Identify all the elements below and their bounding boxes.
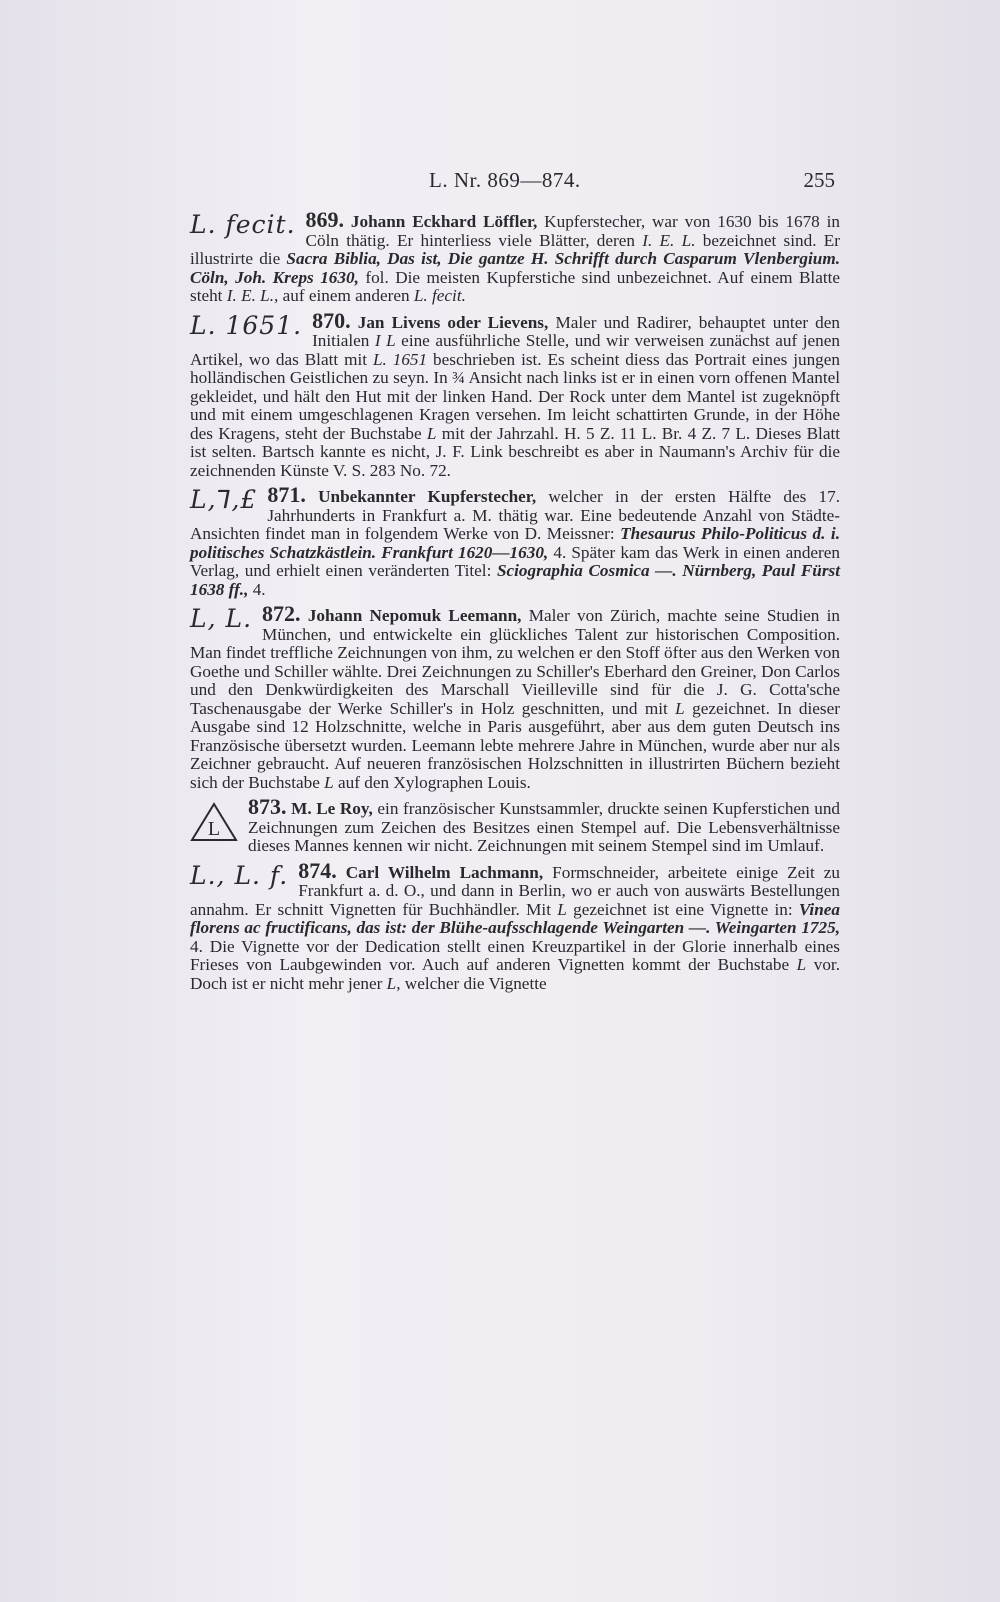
entry-869 [190, 207, 841, 306]
artist-name: M. Le Roy, [291, 799, 373, 818]
entry-text: bezeichnet sind. Er illustrirte die [190, 230, 841, 268]
page-header [190, 168, 835, 198]
entry-number: 873. [248, 794, 287, 819]
book-title: Thesaurus Philo-Politicus d. i. politisches Schatzkästlein. Frankfurt 1620—1630, [190, 524, 841, 562]
monogram-mark: L, L. [190, 604, 253, 633]
entry-text: Maler von Zürich, machte seine Studien in München, und entwickelte ein glückliches Talent zur historischen Composition. Man findet treffliche Zeichnungen von ihm, zu welchen er den Stoff öfter aus den Werken von Goethe und Schiller wählte. Drei Zeichnungen zu Schiller's Eberhard den Greiner, Don Carlos und den Denkwürdigkeiten des Marschall Vieilleville sind für die J. G. Cotta'sche Taschenausgabe der Werke Schiller's in Holz geschnitten, und mit [190, 606, 841, 718]
entry-874 [190, 857, 840, 994]
book-title: Sciographia Cosmica —. Nürnberg, Paul Fürst 1638 ff., [190, 561, 840, 599]
entry-873 [190, 794, 841, 856]
running-head: L. Nr. 869—874. [429, 168, 581, 192]
artist-name: Unbekannter Kupferstecher, [318, 487, 537, 506]
entry-text: L [796, 955, 807, 974]
entry-text: ein französischer Kunstsammler, druckte seinen Kupferstichen und Zeichnungen zum Zeichen des Besitzes einen Stempel auf. Die Lebensverhältnisse dieses Mannes kennen wir nicht. Zeichnungen mit seinem Stempel sind im Umlauf. [248, 799, 841, 855]
entry-872 [190, 601, 841, 792]
entry-871 [190, 482, 841, 599]
entry-text: L [386, 973, 397, 993]
entry-text: I. E. L. [226, 286, 275, 305]
entry-text: L [324, 772, 334, 792]
stamp-letter: L [207, 818, 221, 840]
entry-text: Formschneider, arbeitete einige Zeit zu Frankfurt a. d. O., und dann in Berlin, wo er auch von auswärts Bestellungen annahm. Er schnitt Vignetten für Buchhändler. Mit [190, 862, 840, 919]
entry-text: vor. Doch ist er nicht mehr jener [190, 955, 840, 993]
entry-number: 869. [305, 207, 345, 232]
entry-text: Maler und Radirer, behauptet unter den Initialen [312, 312, 840, 350]
collector-stamp-icon [190, 802, 238, 842]
entry-number: 870. [312, 307, 351, 333]
entry-text: L [675, 698, 685, 718]
book-title: Vinea florens ac fructificans, das ist: der Blühe-aufsschlagende Weingarten —. Weingarten 1725, [190, 899, 840, 937]
entry-text: welcher in der ersten Hälfte des 17. Jahrhunderts in Frankfurt a. M. thätig war. Eine bedeutende Anzahl von Städte-Ansichten findet man in folgendem Werke von D. Meissner: [190, 487, 840, 543]
entry-text: eine ausführliche Stelle, und wir verweisen zunächst auf jenen Artikel, wo das Blatt mit [190, 331, 840, 369]
entry-number: 872. [262, 601, 301, 626]
entry-text: I. E. L. [642, 230, 696, 250]
entry-text: 4. [248, 579, 266, 599]
monogram-mark: L. 1651. [190, 310, 303, 340]
entry-number: 874. [298, 857, 337, 883]
entries-column [190, 207, 841, 999]
entry-text: mit der Jahrzahl. H. 5 Z. 11 L. Br. 4 Z. 7 L. Dieses Blatt ist selten. Bartsch kannte es nicht, J. F. Link beschreibt es aber in Naumann's Archiv für die zeichnenden Künste V. S. 283 No. 72. [190, 423, 841, 480]
entry-text: Kupferstecher, war von 1630 bis 1678 in Cöln thätig. Er hinterliess viele Blätter, deren [305, 212, 840, 250]
artist-name: Jan Livens oder Lievens, [357, 312, 549, 332]
entry-number: 871. [267, 482, 306, 507]
entry-text: 4. Später kam das Werk in einen anderen Verlag, und erhielt einen veränderten Titel: [190, 542, 840, 580]
entry-text: L. fecit. [413, 286, 466, 305]
entry-text: I L [374, 331, 396, 350]
entry-870 [190, 307, 841, 481]
entry-text: gezeichnet ist eine Vignette in: [566, 899, 799, 919]
entry-text: auf den Xylographen Louis. [333, 772, 531, 792]
entry-text: , auf einem anderen [274, 286, 414, 305]
artist-name: Carl Wilhelm Lachmann, [345, 862, 544, 882]
entry-text: , welcher die Vignette [396, 973, 547, 993]
monogram-mark: L., L. f. [190, 860, 289, 890]
monogram-mark: L,⅂,£ [190, 485, 258, 514]
entry-text: 4. Die Vignette vor der Dedication stellt einen Kreuzpartikel in der Glorie innerhalb eines Frieses von Laubgewinden vor. Auch auf anderen Vignetten kommt der Buchstabe [190, 936, 840, 974]
entry-text: L. 1651 [372, 349, 428, 369]
book-title: Sacra Biblia, Das ist, Die gantze H. Schrifft durch Casparum Vlenbergium. Cöln, Joh. Kreps 1630, [190, 249, 840, 287]
artist-name: Johann Eckhard Löffler, [350, 212, 538, 231]
entry-text: fol. Die meisten Kupferstiche sind unbezeichnet. Auf einem Blatte steht [190, 267, 840, 305]
entry-text: L [557, 899, 567, 919]
entry-text: gezeichnet. In dieser Ausgabe sind 12 Holzschnitte, welche in Paris ausgeführt, aber aus dem guten Deutsch ins Französische übersetzt wurden. Leemann lebte mehrere Jahre in München, wurde aber nur als Zeichner gebraucht. Auf neueren französischen Holzschnitten in illustrirten Büchern bezieht sich der Buchstabe [190, 698, 840, 792]
entry-text: beschrieben ist. Es scheint diess das Portrait eines jungen holländischen Geistlichen zu seyn. In ¾ Ansicht nach links ist er in einen vorn offenen Mantel gekleidet, und hält den Hut mit der linken Hand. Der Rock unter dem Mantel ist zugeknöpft und mit einem umgeschlagenen Kragen versehen. Im leicht schattirten Grunde, in der Höhe des Kragens, steht der Buchstabe [190, 349, 840, 443]
monogram-mark: L. fecit. [190, 210, 296, 239]
page-number: 255 [803, 168, 835, 192]
artist-name: Johann Nepomuk Leemann, [307, 606, 522, 625]
entry-text: L [426, 423, 437, 443]
